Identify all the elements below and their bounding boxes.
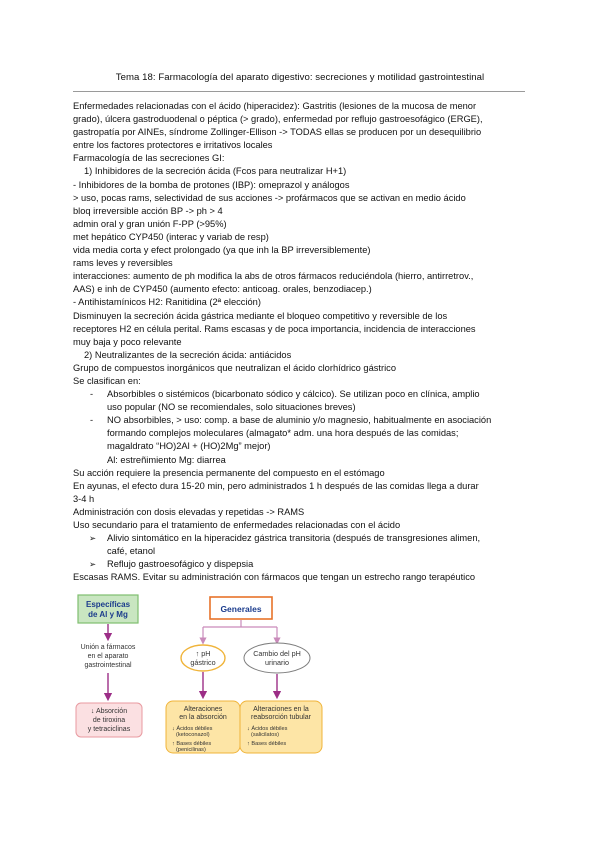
line-text: grado), úlcera gastroduodenal o péptica (> grado), enfermedad por reflujo gastroesofágico (ERGE), [73, 114, 483, 125]
line-text: Farmacología de las secreciones GI: [73, 153, 225, 164]
continuation-line [73, 401, 533, 414]
absorcion-line-2: de tiroxina [92, 717, 126, 724]
bullet-marker: - [90, 389, 94, 400]
body-line [73, 467, 533, 480]
alt-reabsorcion-title-2: reabsorción tubular [251, 714, 311, 721]
line-text: Se clasifican en: [73, 375, 141, 386]
document-body [73, 100, 533, 584]
line-text: entre los factores protectores e irritativos locales [73, 140, 273, 151]
alt-absorcion-title-1: Alteraciones [183, 706, 223, 713]
line-text: Disminuyen la secreción ácida gástrica mediante el bloqueo competitivo y reversible de los [73, 310, 448, 321]
continuation-line [73, 427, 533, 440]
bullet-item [73, 414, 533, 427]
line-text: NO absorbibles, > uso: comp. a base de aluminio y/o magnesio, habitualmente en asociación [107, 415, 492, 426]
union-line-3: gastrointestinal [84, 662, 132, 669]
line-text: 3-4 h [73, 493, 95, 504]
line-text: 2) Neutralizantes de la secreción ácida: antiácidos [84, 349, 292, 360]
line-text: Escasas RAMS. Evitar su administración con fármacos que tengan un estrecho rango terapéutico [73, 572, 476, 583]
alt-absorcion-acidos-1: ↓ Ácidos débiles [172, 726, 213, 732]
arrow-bullet-item [73, 532, 533, 545]
line-text: Enfermedades relacionadas con el ácido (hiperacidez): Gastritis (lesiones de la mucosa de menor [73, 101, 477, 111]
line-text: muy baja y poco relevante [73, 336, 182, 347]
body-line [73, 571, 533, 584]
body-line [73, 283, 533, 296]
arrow-bullet-icon: ➢ [89, 559, 97, 570]
body-line [73, 152, 533, 165]
antacid-interactions-diagram [72, 589, 327, 756]
line-text: bloq irreversible acción BP -> ph > 4 [73, 205, 223, 216]
alt-absorcion-bases-2: (penicilinas) [176, 747, 206, 753]
line-text: Grupo de compuestos inorgánicos que neutralizan el ácido clorhídrico gástrico [73, 362, 396, 373]
numbered-heading [73, 165, 533, 178]
line-text: Alivio sintomático en la hiperacidez gástrica transitoria (después de transgresiones alimen, [107, 533, 481, 544]
diagram-svg [72, 589, 327, 756]
especificas-label-2: de Al y Mg [88, 610, 128, 619]
bullet-item [73, 388, 533, 401]
body-line [73, 296, 533, 309]
line-text: formando complejos moleculares (almagato* adm. una hora después de las comidas; [107, 428, 459, 439]
bullet-marker: - [90, 415, 94, 426]
line-text: - Antihistamínicos H2: Ranitidina (2ª elección) [73, 297, 261, 308]
alt-reabsorcion-title-1: Alteraciones en la [253, 706, 309, 713]
body-line [73, 244, 533, 257]
body-line [73, 323, 533, 336]
body-line [73, 179, 533, 192]
line-text: rams leves y reversibles [73, 258, 173, 269]
line-text: uso popular (NO se recomiendales, solo situaciones breves) [107, 402, 356, 413]
line-text: Uso secundario para el tratamiento de enfermedades relacionadas con el ácido [73, 520, 401, 530]
alt-reabsorcion-bases-1: ↑ Bases débiles [247, 741, 287, 747]
body-line [73, 310, 533, 323]
line-text: 1) Inhibidores de la secreción ácida (Fcos para neutralizar H+1) [84, 166, 347, 177]
line-text: > uso, pocas rams, selectividad de sus acciones -> profármacos que se activan en medio ácido [73, 192, 466, 203]
body-line [73, 506, 533, 519]
body-line [73, 480, 533, 493]
line-text: gastropatía por AINEs, síndrome Zollinger-Ellison -> TODAS ellas se producen por un desequilibrio [73, 127, 482, 138]
body-line [73, 270, 533, 283]
body-line [73, 257, 533, 270]
arrow-bullet-icon: ➢ [89, 533, 97, 544]
line-text: Su acción requiere la presencia permanente del compuesto en el estómago [73, 467, 385, 478]
generales-label: Generales [220, 604, 262, 614]
line-text: Reflujo gastroesofágico y dispepsia [107, 559, 254, 570]
union-line-2: en el aparato [87, 653, 129, 660]
alt-absorcion-bases-1: ↑ Bases débiles [172, 741, 212, 747]
title-divider [73, 91, 525, 92]
body-line [73, 139, 533, 152]
continuation-line [73, 454, 533, 467]
ph-urinario-line-1: Cambio del pH [253, 649, 301, 658]
line-text: Al: estreñimiento Mg: diarrea [107, 454, 226, 465]
ph-gastrico-line-2: gástrico [190, 658, 216, 667]
arrow-bullet-item [73, 558, 533, 571]
line-text: magaldrato “HO)2Al + (HO)2Mg” mejor) [107, 441, 271, 452]
body-line [73, 100, 533, 113]
absorcion-line-1: ↓ Absorción [90, 708, 128, 715]
page-title: Tema 18: Farmacología del aparato digestivo: secreciones y motilidad gastrointestinal [115, 72, 485, 83]
line-text: interacciones: aumento de ph modifica la abs de otros fármacos reduciéndola (hierro, antirretrov., [73, 271, 474, 282]
alt-reabsorcion-acidos-1: ↓ Ácidos débiles [247, 726, 288, 732]
line-text: AAS) e inh de CYP450 (aumento efecto: anticoag. orales, benzodiacep.) [73, 284, 372, 295]
line-text: Absorbibles o sistémicos (bicarbonato sódico y cálcico). Se utilizan poco en clínica, amplio [107, 389, 480, 400]
body-line [73, 126, 533, 139]
line-text: En ayunas, el efecto dura 15-20 min, pero administrados 1 h después de las comidas llega a durar [73, 480, 479, 491]
union-line-1: Unión a fármacos [80, 644, 136, 651]
line-text: receptores H2 en célula perital. Rams escasas y de poca importancia, incidencia de interacciones [73, 323, 476, 334]
body-line [73, 336, 533, 349]
body-line [73, 192, 533, 205]
alt-absorcion-acidos-2: (ketoconazol) [176, 732, 210, 738]
numbered-heading [73, 349, 533, 362]
especificas-label-1: Específicas [85, 600, 131, 609]
body-line [73, 113, 533, 126]
body-line [73, 231, 533, 244]
ph-urinario-line-2: urinario [265, 658, 289, 667]
body-line [73, 375, 533, 388]
line-text: met hepático CYP450 (interac y variab de resp) [73, 231, 269, 242]
continuation-line [73, 545, 533, 558]
alt-absorcion-title-2: en la absorción [179, 714, 227, 721]
body-line [73, 218, 533, 231]
alt-reabsorcion-acidos-2: (salicilatos) [251, 732, 279, 738]
body-line [73, 519, 533, 532]
continuation-line [73, 440, 533, 453]
line-text: café, etanol [107, 546, 156, 557]
body-line [73, 205, 533, 218]
absorcion-line-3: y tetraciclinas [87, 726, 131, 733]
line-text: Administración con dosis elevadas y repetidas -> RAMS [73, 506, 305, 517]
ph-gastrico-line-1: ↑ pH [195, 649, 211, 658]
line-text: admin oral y gran unión F-PP (>95%) [73, 218, 227, 229]
line-text: - Inhibidores de la bomba de protones (IBP): omeprazol y análogos [73, 179, 350, 190]
line-text: vida media corta y efect prolongado (ya que inh la BP irreversiblemente) [73, 245, 371, 256]
body-line [73, 362, 533, 375]
body-line [73, 493, 533, 506]
